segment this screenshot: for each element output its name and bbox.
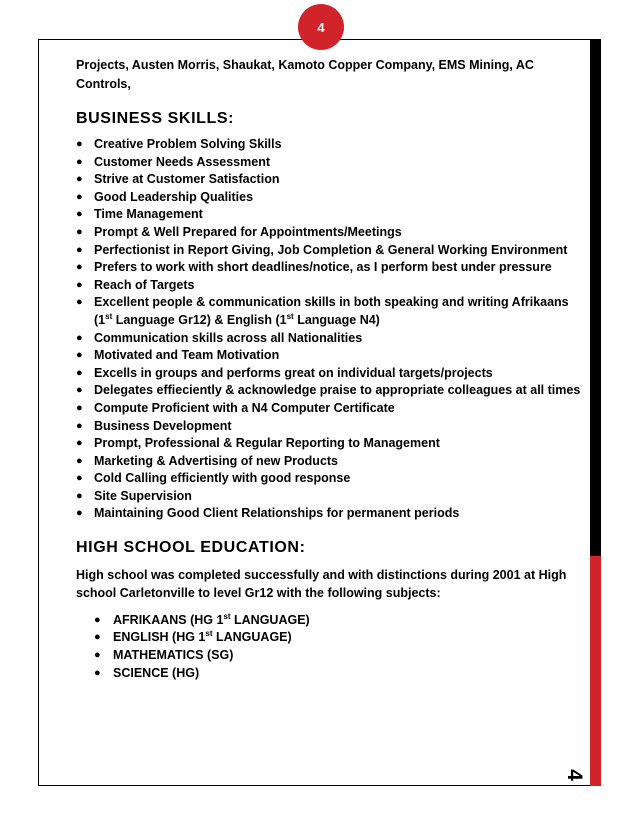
list-item-text: ENGLISH (HG 1st LANGUAGE) [113,629,292,645]
list-item [76,171,586,189]
list-item [76,259,586,277]
list-item [94,665,586,683]
list-item-text: Motivated and Team Motivation [94,348,280,363]
list-item-text: Good Leadership Qualities [94,189,254,204]
list-item [76,189,586,207]
list-item-text: Perfectionist in Report Giving, Job Completion & General Working Environment [94,242,568,257]
bullet-icon: ● [76,489,83,502]
bullet-icon: ● [76,366,83,379]
bullet-icon: ● [76,472,83,485]
list-item-text: Creative Problem Solving Skills [94,137,282,151]
list-item [76,136,586,154]
list-item-text: Compute Proficient with a N4 Computer Certificate [94,400,395,415]
list-item-text: Communication skills across all Nationalities [94,330,363,345]
bullet-icon: ● [76,225,83,238]
list-item [76,365,586,383]
list-item [76,435,586,453]
list-item [76,154,586,172]
bullet-icon: ● [94,667,101,680]
bullet-icon: ● [76,507,83,520]
page-number-badge [298,4,344,50]
list-item-text: Prompt, Professional & Regular Reporting to Management [94,436,440,451]
list-item [76,418,586,436]
list-item-text: SCIENCE (HG) [113,666,200,681]
list-item [94,629,586,647]
list-item [76,382,586,400]
list-item-text: Prefers to work with short deadlines/notice, as I perform best under pressure [94,260,552,275]
high-school-heading: HIGH SCHOOL EDUCATION: [76,539,306,557]
bullet-icon: ● [76,190,83,203]
bullet-icon: ● [76,349,83,362]
bullet-icon: ● [94,649,101,662]
bullet-icon: ● [76,419,83,432]
list-item-text: Prompt & Well Prepared for Appointments/Meetings [94,224,402,239]
page-number-badge-text: 4 [317,19,325,35]
business-skills-list [76,136,586,523]
list-item-text: AFRIKAANS (HG 1st LANGUAGE) [113,611,310,627]
list-item [76,347,586,365]
bullet-icon: ● [76,331,83,344]
intro-text: Projects, Austen Morris, Shaukat, Kamoto Copper Company, EMS Mining, AC Controls, [76,58,534,91]
bullet-icon: ● [76,437,83,450]
bullet-icon: ● [76,138,83,150]
subjects-list [76,612,586,683]
business-skills-heading: BUSINESS SKILLS: [76,110,235,127]
bullet-icon: ● [76,384,83,397]
list-item-text: Excellent people & communication skills in both speaking and writing Afrikaans (1st Language Gr12) & English (1st Language N4) [94,295,569,327]
list-item [94,612,586,630]
list-item-text: Cold Calling efficiently with good response [94,471,351,486]
list-item [76,206,586,224]
bullet-icon: ● [94,613,101,626]
list-item [76,400,586,418]
list-item-text: MATHEMATICS (SG) [113,648,234,663]
page-border-left [38,39,39,786]
bullet-icon: ● [76,278,83,291]
bullet-icon: ● [76,173,83,186]
list-item [76,224,586,242]
bullet-icon: ● [76,401,83,414]
list-item-text: Maintaining Good Client Relationships for permanent periods [94,506,460,521]
side-bar-black [590,39,601,556]
list-item [76,330,586,348]
list-item-text: Marketing & Advertising of new Products [94,453,339,468]
list-item [94,647,586,665]
bullet-icon: ● [76,261,83,274]
page-border-bottom [38,785,600,786]
list-item [76,294,586,329]
list-item-text: Business Development [94,418,232,433]
high-school-text: High school was completed successfully and with distinctions during 2001 at High school Carletonville to level Gr12 with the following subjects: [76,568,567,600]
bullet-icon: ● [76,454,83,467]
list-item-text: Reach of Targets [94,277,195,292]
list-item-text: Excells in groups and performs great on individual targets/projects [94,365,493,380]
list-item [76,453,586,471]
list-item-text: Customer Needs Assessment [94,154,270,169]
list-item [76,242,586,260]
list-item [76,488,586,506]
bullet-icon: ● [76,208,83,221]
list-item-text: Site Supervision [94,488,192,503]
bullet-icon: ● [76,243,83,256]
list-item-text: Time Management [94,207,203,222]
list-item [76,505,586,523]
list-item-text: Strive at Customer Satisfaction [94,172,280,187]
list-item [76,470,586,488]
list-item-text: Delegates effieciently & acknowledge praise to appropriate colleagues at all times [94,383,581,398]
list-item [76,277,586,295]
side-bar-red [590,556,601,786]
bullet-icon: ● [76,155,83,168]
side-page-number: 4 [563,769,586,781]
bullet-icon: ● [94,631,101,644]
document-content [76,56,586,683]
bullet-icon: ● [76,296,83,309]
